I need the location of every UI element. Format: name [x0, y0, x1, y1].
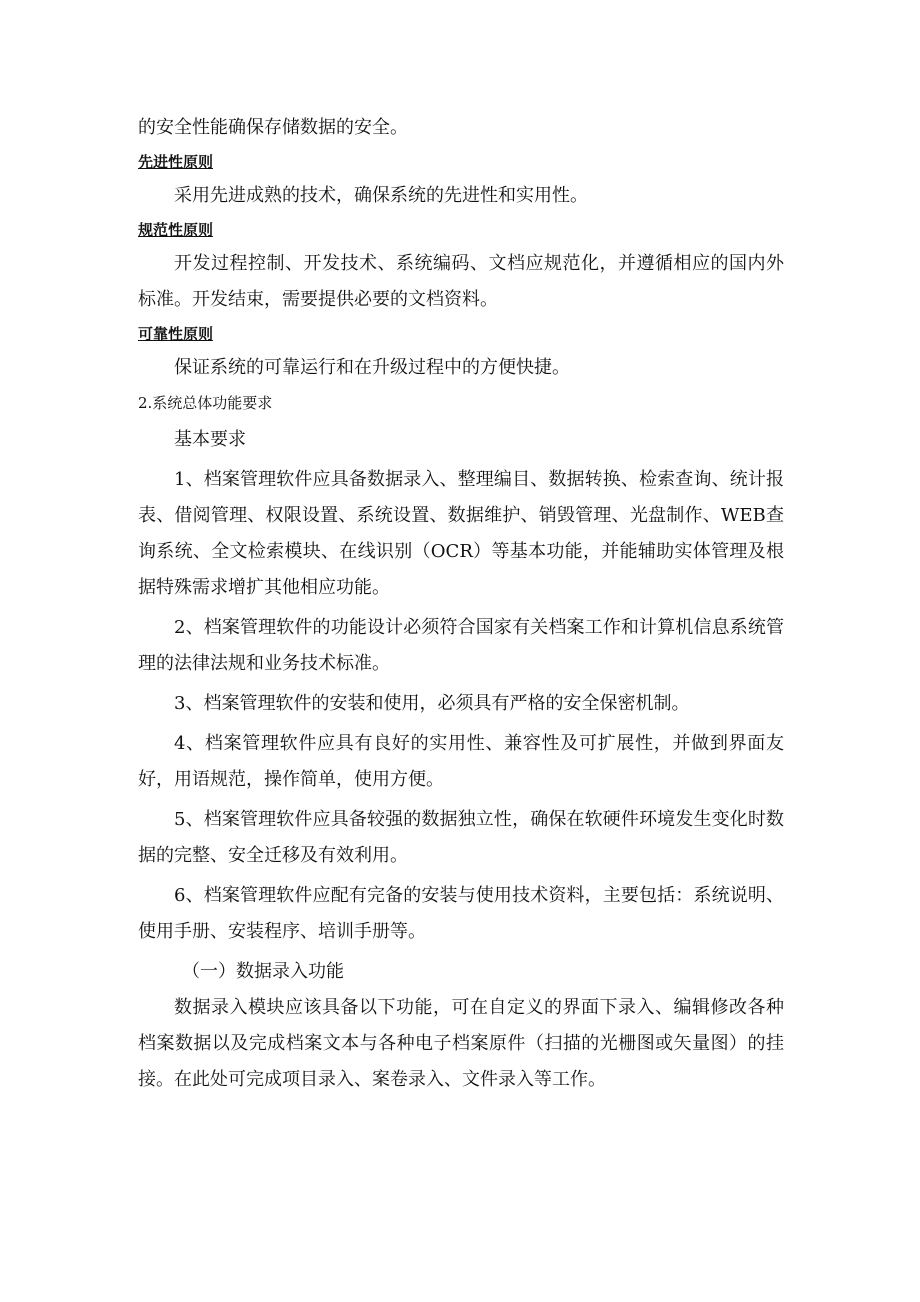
section-title-overall-requirements: 2.系统总体功能要求 — [138, 394, 273, 412]
paragraph-reliability: 保证系统的可靠运行和在升级过程中的方便快捷。 — [174, 357, 570, 378]
heading-reliability-principle: 可靠性原则 — [138, 325, 214, 343]
heading-standard-principle: 规范性原则 — [138, 221, 214, 239]
paragraph-standard: 开发过程控制、开发技术、系统编码、文档应规范化，并遵循相应的国内外标准。开发结束，需要提供必要的文档资料。 — [138, 253, 784, 310]
list-item-5: 5、档案管理软件应具备较强的数据独立性，确保在软硬件环境发生变化时数据的完整、安全迁移及有效利用。 — [138, 809, 784, 866]
paragraph-data-entry: 数据录入模块应该具备以下功能，可在自定义的界面下录入、编辑修改各种档案数据以及完成档案文本与各种电子档案原件（扫描的光栅图或矢量图）的挂接。在此处可完成项目录入、案卷录入、文件录入等工作。 — [138, 997, 784, 1090]
heading-advanced-principle: 先进性原则 — [138, 153, 214, 171]
list-item-3: 3、档案管理软件的安装和使用，必须具有严格的安全保密机制。 — [174, 693, 690, 714]
paragraph-advanced: 采用先进成熟的技术，确保系统的先进性和实用性。 — [174, 185, 588, 206]
list-item-2: 2、档案管理软件的功能设计必须符合国家有关档案工作和计算机信息系统管理的法律法规和业务技术标准。 — [138, 617, 784, 674]
document-body — [138, 110, 784, 1098]
list-item-4: 4、档案管理软件应具有良好的实用性、兼容性及可扩展性，并做到界面友好，用语规范，操作简单，使用方便。 — [138, 733, 784, 790]
paragraph-continuation: 的安全性能确保存储数据的安全。 — [138, 117, 408, 138]
subsection-data-entry-title: （一）数据录入功能 — [182, 961, 344, 982]
list-item-1: 1、档案管理软件应具备数据录入、整理编目、数据转换、检索查询、统计报表、借阅管理、权限设置、系统设置、数据维护、销毁管理、光盘制作、WEB查询系统、全文检索模块、在线识别（OCR）等基本功能，并能辅助实体管理及根据特殊需求增扩其他相应功能。 — [138, 469, 784, 598]
paragraph-basic-requirements: 基本要求 — [174, 429, 246, 450]
list-item-6: 6、档案管理软件应配有完备的安装与使用技术资料，主要包括：系统说明、使用手册、安装程序、培训手册等。 — [138, 885, 784, 942]
